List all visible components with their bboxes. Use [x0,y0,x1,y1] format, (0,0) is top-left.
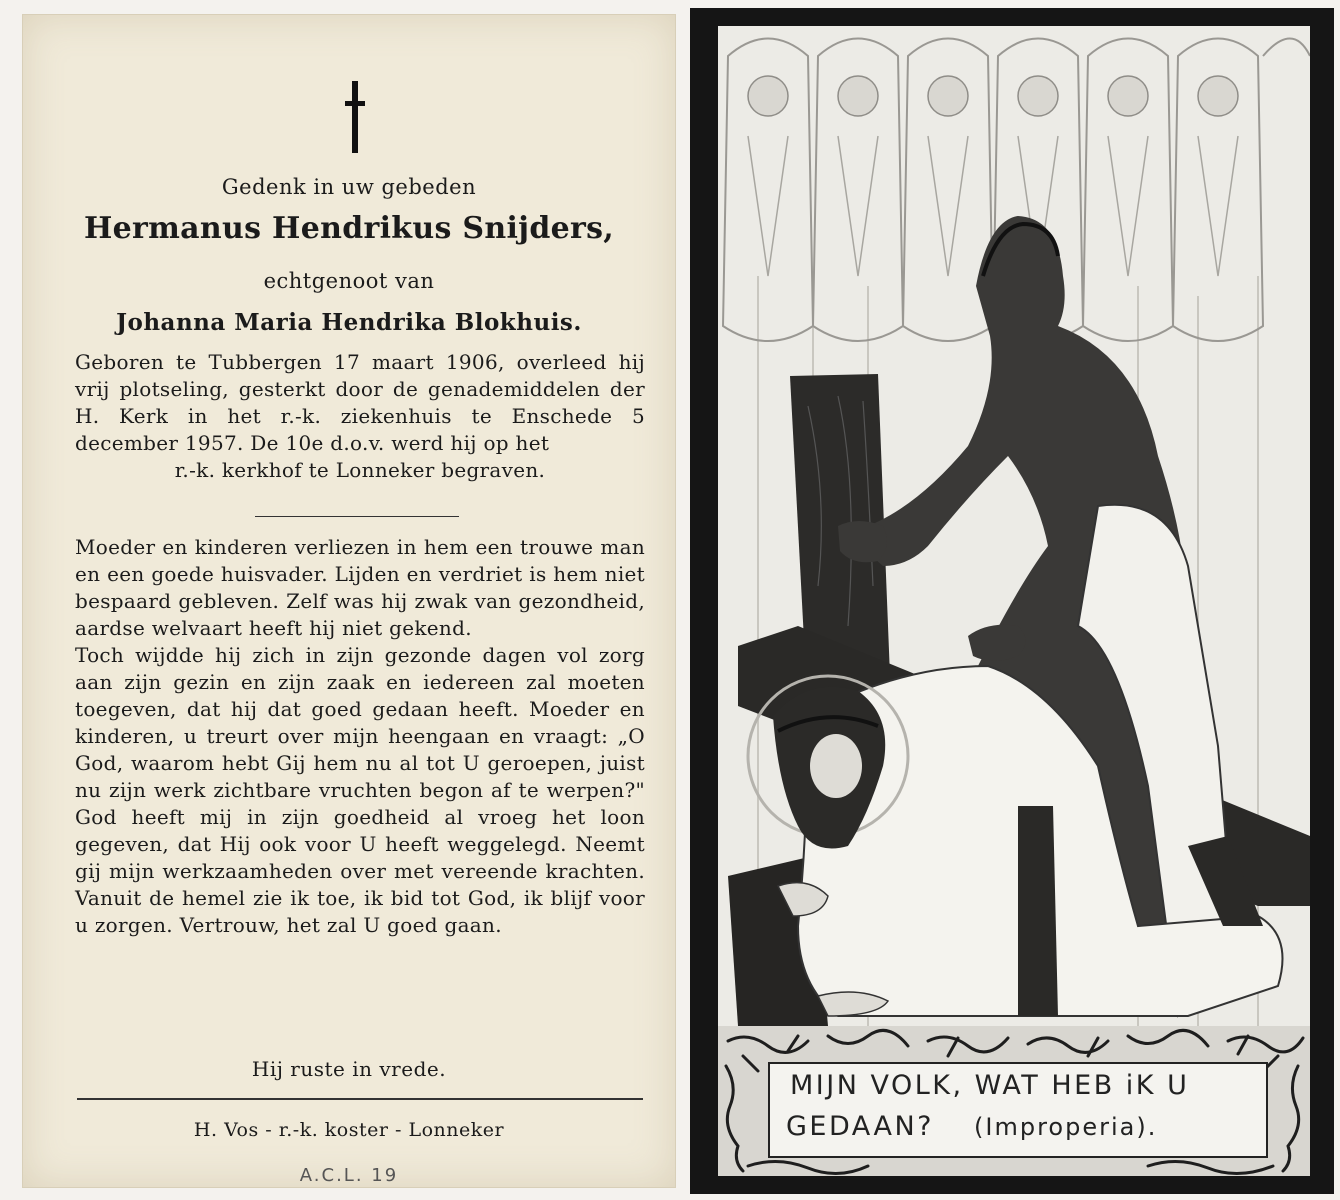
deceased-name: Hermanus Hendrikus Snijders, [83,211,615,246]
decorative-thorn-border [718,1026,1310,1176]
caption-source: (Improperia). [974,1113,1158,1141]
intro-line: Gedenk in uw gebeden [221,175,477,199]
cross-icon [345,81,365,153]
prayer-card-text-side [22,14,676,1188]
caption-box [768,1062,1268,1158]
biography-paragraph [75,349,645,484]
spouse-intro: echtgenoot van [263,269,435,293]
card-code: A.C.L. 19 [299,1165,399,1186]
caption-line-2-text: GEDAAN? [786,1111,935,1142]
message-text: Toch wijdde hij zich in zijn gezonde dagen vol zorg aan zijn gezin en zijn zaak en iedereen zal moeten toegeven, dat hij dat goed gedaan heeft. Moeder en kinderen, u treurt over mijn heengaan en vraagt: „O God, waarom hebt Gij hem nu al tot U geroepen, juist nu zijn werk zichtbare vruchten begon af te werpen?" God heeft mij in zijn goedheid al vroeg het loon gegeven, dat Hij ook voor U heeft weggelegd. Neemt gij mijn werkzaamheden over met vereende krachten. Vanuit de hemel zie ik toe, ik bid tot God, ik blijf voor u zorgen. Vertrouw, het zal U goed gaan. [75,643,645,937]
biography-text: Geboren te Tubbergen 17 maart 1906, overleed hij vrij plotseling, gesterkt door de genademiddelen der H. Kerk in het r.-k. ziekenhuis te Enschede 5 december 1957. De 10e d.o.v. werd hij op het [75,350,645,455]
caption-line-1: MIJN VOLK, WAT HEB iK U [790,1070,1190,1101]
devotional-illustration [718,26,1310,1026]
divider-short [255,516,459,517]
closing-line: Hij ruste in vrede. [251,1057,447,1081]
spouse-name: Johanna Maria Hendrika Blokhuis. [116,309,582,336]
divider-long [77,1098,643,1100]
family-paragraph [75,534,645,939]
printer-credit: H. Vos - r.-k. koster - Lonneker [193,1119,505,1141]
caption-line-2 [786,1111,1157,1142]
family-text: Moeder en kinderen verliezen in hem een trouwe man en een goede huisvader. Lijden en verdriet is hem niet bespaard gebleven. Zelf was hij zwak van gezondheid, aardse welvaart heeft hij niet gekend. [75,535,645,640]
biography-last-line: r.-k. kerkhof te Lonneker begraven. [174,458,546,482]
prayer-card-image-side [690,8,1334,1194]
